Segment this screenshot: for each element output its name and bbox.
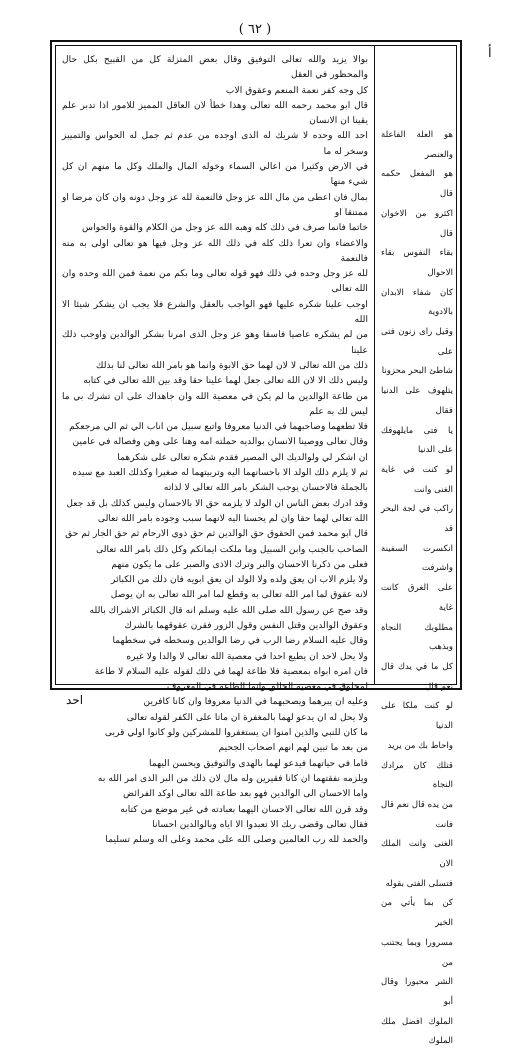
- main-text-line: والحمد لله رب العالمين وصلى الله على محمد وعلى اله وسلم تسليما: [105, 834, 368, 846]
- main-text-line: فان امره ابواه بمعصية فلا طاعة لهما في ذلك لقوله عليه السلام لا طاعة: [94, 665, 368, 677]
- main-text-line: لانه عقوق لما امر الله تعالى به وقطع لما امر الله تعالى به ان يوصل: [110, 589, 368, 601]
- margin-text-line: فتسلى الفتى بقوله: [385, 878, 453, 889]
- margin-text-line: هو المفعل حكمه قال: [381, 169, 453, 200]
- main-text-line: وعقوق الوالدين وقتل النفس وقول الزور فقرن عقوقهما بالشرك: [124, 619, 368, 631]
- margin-text-line: اكثرو من الاخوان قال: [381, 208, 453, 239]
- main-text-line: من طاعة الوالدين ما لم يكن في معصية الله وان جاهداك على ان تشرك بي ما ليس لك به علم: [62, 390, 368, 417]
- main-text-line: وليس ذلك الا لان الله تعالى جعل لهما علينا حقا وقد بين الله تعالى في كتابه: [83, 375, 368, 387]
- margin-commentary: [381, 126, 453, 1047]
- margin-text-line: شاطئ البحر محزونا: [381, 366, 453, 377]
- main-text-line: والاعضاء وان تعرا ذلك كله في ذلك الله عز وجل فيها هو تعالى اولى به منه فالنعمة: [62, 237, 368, 264]
- main-text-line: احد الله وحده لا شريك له الذى اوجده من عدم ثم جمل له الحواس والتمييز وسخر له ما: [62, 130, 368, 157]
- main-text-line: وقد صح عن رسول الله صلى الله عليه وسلم انه قال الكبائر الاشراك بالله: [89, 604, 368, 616]
- main-text-line: الصاحب بالجنب وابن السبيل وما ملكت ايمانكم وكل ذلك بامر الله تعالى: [96, 543, 368, 555]
- column-divider: [374, 45, 375, 685]
- margin-text-line: هو العلة الفاعلة والعنصر: [381, 130, 453, 160]
- main-text-line: فقال تعالى وقضى ربك الا تعبدوا الا اياه وبالوالدين احسانا: [152, 818, 368, 830]
- margin-text-line: الملوك افضل ملك الملوك: [381, 1016, 453, 1047]
- main-text-line: ولا يحل له ان يدعو لهما بالمغفرة ان ماتا على الكفر لقوله تعالى: [126, 711, 368, 723]
- main-text-block: [62, 52, 368, 846]
- main-text-line: في الارض وكثيرا من اعالي السماء وخوله المال والملك وكل ما منهم ان كل شيء منها: [62, 161, 368, 188]
- margin-text-line: على الغرق كانت غاية: [381, 583, 453, 613]
- main-text-line: من بعد ما تبين لهم انهم اصحاب الجحيم: [218, 742, 368, 754]
- margin-text-line: واحاط بك من يريد: [387, 740, 453, 751]
- main-text-line: ثم لا يلزم ذلك الولد الا باحسانهما اليه وتربيتهما له صغيرا وكذلك العبد مع سيده: [72, 467, 368, 479]
- main-text-line: خاتما فانما صرف في ذلك كله وهبه الله عز وجل من الكلام والقوة والحواس: [81, 222, 368, 234]
- main-text-line: ما كان للنبي والذين امنوا ان يستغفروا للمشركين ولو كانوا اولي قربى: [104, 727, 368, 739]
- main-text-line: ذلك من الله تعالى لا لان لهما حق الابوة وانما هو بامر الله تعالى لنا بذلك: [96, 359, 368, 371]
- main-text-line: ولا يحل لاحد ان يطيع احدا في معصية الله تعالى لا والدا ولا غيره: [126, 650, 368, 662]
- margin-text-line: الشر محبورا وقال أبو: [381, 977, 453, 1007]
- margin-text-line: يا فتى مايلهوفك على الدنيا: [381, 425, 453, 456]
- main-text-line: ان اشكر لي ولوالديك الي المصير فقدم شكره تعالى على شكرهما: [117, 451, 368, 463]
- page-number: ( ٦٢ ): [238, 22, 272, 37]
- catchword: احد: [66, 693, 84, 707]
- margin-text-line: بقاء النفوس بقاء الاحوال: [381, 248, 453, 278]
- main-text-line: كل وجه كفر نعمة المنعم وعقوق الاب: [225, 84, 368, 96]
- margin-text-line: لو كنت ملكا على الدنيا: [381, 701, 453, 732]
- margin-text-line: لو كنت في غاية الغنى وانت: [381, 464, 453, 495]
- main-text-line: فاما في حياتهما فيدعو لهما بالهدى والتوفيق ويحسن اليهما: [149, 757, 368, 769]
- main-text-line: ولا يلزم الاب ان يعق ولده ولا الولد ان يعق ابويه فان ذلك من الكبائر: [111, 574, 368, 586]
- margin-text-line: الغنى وانت الملك الان: [381, 839, 453, 870]
- main-text-line: وقد قرن الله تعالى الاحسان اليهما بعبادته في غير موضع من كتابه: [120, 803, 368, 815]
- margin-text-line: كل ما في يدك قال نعم قال: [381, 661, 453, 692]
- main-text-line: قال ابو محمد رحمه الله تعالى وهذا خطأ لان العاقل المميز للامور اذا تدبر علم يقينا ان الانسان: [62, 99, 368, 127]
- main-text-line: بالجملة فالاحسان يوجب الشكر بامر الله تعالى لا لذاته: [163, 482, 368, 494]
- main-text-line: وقال تعالى ووصينا الانسان بوالديه حملته امه وهنا على وهن وفصاله في عامين: [72, 436, 368, 448]
- main-text-line: وقد ادرك بعض الناس ان الولد لا يلزمه حق الا بالاحسان وليس كذلك بل قد جعل: [66, 497, 368, 509]
- margin-text-line: يتلهوف على الدنيا فقال: [381, 386, 453, 416]
- main-text-line: لله عز وجل وحده في ذلك فهو قوله تعالى وما بكم من نعمة فمن الله وحده وان الله تعالى: [62, 268, 368, 295]
- main-text-line: من لم يشكره عاصيا فاسقا وهو عز وجل الذى امرنا بشكر الوالدين واوجب ذلك علينا: [62, 329, 368, 356]
- main-text-line: بمال فان اعطى من مال الله عز وجل فالنعمة لله عز وجل دونه وان كان مرضا او ممتنقا او: [62, 191, 368, 218]
- margin-text-line: مسرورا وبما يجتنب من: [381, 937, 453, 968]
- margin-text-line: كن بما يأتي من الخير: [381, 898, 453, 929]
- corner-mark: أ: [488, 46, 492, 61]
- margin-text-line: راكب في لجة البحر قد: [381, 504, 453, 535]
- margin-text-line: من يده قال نعم قال فانت: [381, 799, 453, 830]
- main-text-line: واما الاحسان الى الوالدين فهو بعد طاعة الله تعالى اوكد الفرائض: [123, 788, 368, 800]
- main-text-line: فلا تطعهما وصاحبهما في الدنيا معروفا واتبع سبيل من اناب الي ثم الي مرجعكم: [69, 421, 368, 433]
- margin-text-line: وقيل راى زنون فتى على: [381, 327, 453, 357]
- main-text-line: بوالا يزيد والله تعالى التوفيق وقال بعض المتزلة كل من القبيح بكل حال والمحظور في العقل: [62, 54, 368, 81]
- main-text-line: وقال عليه السلام رضا الرب في رضا الوالدين وسخطه في سخطهما: [112, 635, 368, 647]
- main-text-line: ويلزمه نفقتهما ان كانا فقيرين وله مال لان ذلك من البر الذى امر الله به: [97, 772, 368, 784]
- main-text-line: الله تعالى لهما حقا وان لم يحسنا اليه لانهما سبب وجوده بامر الله تعالى: [97, 512, 368, 524]
- main-text-line: فعلى من ذكرنا الاحسان والبر وترك الاذى والصبر على ما يكون منهم: [111, 558, 368, 570]
- main-text-line: قال ابو محمد فمن الحقوق حق الوالدين ثم حق ذوي الارحام ثم حق الجار ثم حق: [65, 528, 368, 540]
- margin-text-line: انكسرت السفينة واشرفت: [381, 543, 453, 574]
- margin-text-line: كان شفاء الابدان بالادوية: [381, 287, 453, 318]
- margin-text-line: مطلوبك النجاة وبذهب: [381, 622, 453, 653]
- main-text-line: لمخلوق في معصية الخالق وانما الطاعة في المعروف: [167, 681, 368, 693]
- main-text-line: اوجب علينا شكره عليها فهو الواجب بالعقل والشرع فلا يجب ان يشكر شيئا الا الله: [62, 298, 368, 326]
- margin-text-line: قتلك كان مرادك النجاة: [381, 760, 453, 791]
- main-text-line: وعليه ان يبرهما ويصحبهما في الدنيا معروفا وان كانا كافرين: [143, 696, 368, 708]
